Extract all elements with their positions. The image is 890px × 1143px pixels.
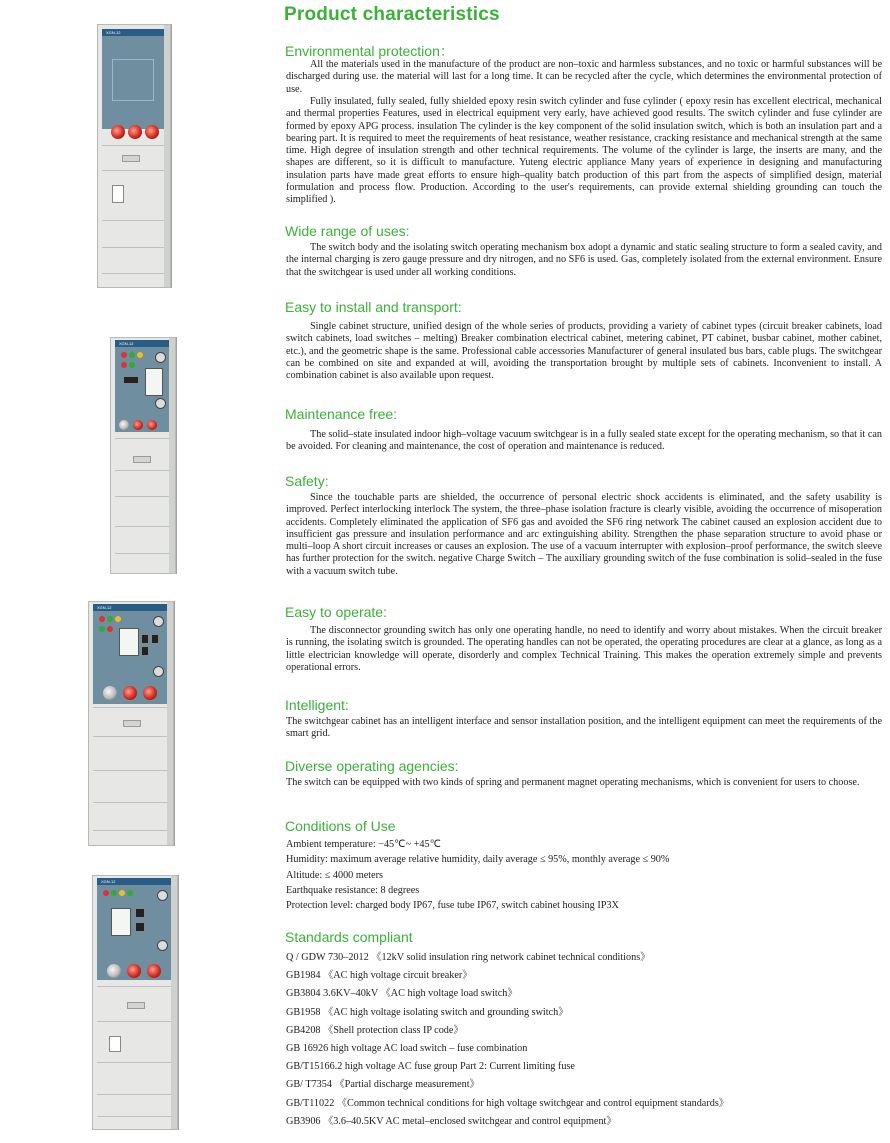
list-item: GB4208 《Shell protection class IP code》 bbox=[286, 1024, 464, 1036]
list-item: Ambient temperature: −45℃~ +45℃ bbox=[286, 839, 442, 850]
heading-wide-range-of-uses: Wide range of uses: bbox=[285, 223, 410, 239]
list-item: GB1958 《AC high voltage isolating switch and grounding switch》 bbox=[286, 1006, 569, 1018]
list-item: Q / GDW 730–2012 《12kV solid insulation ring network cabinet technical conditions》 bbox=[286, 952, 651, 963]
heading-maintenance-free: Maintenance free: bbox=[285, 406, 398, 422]
heading-intelligent: Intelligent: bbox=[285, 697, 349, 713]
conditions-list bbox=[286, 837, 882, 913]
list-item: GB1984 《AC high voltage circuit breaker》 bbox=[286, 970, 473, 982]
paragraph-environmental-1: All the materials used in the manufacture of the product are non–toxic and harmless substances, and no toxic or harmful substances will be discharged during use. the material will last for a long time. It can be recycled after the cycle, which determines the environmental protection of use. bbox=[286, 59, 882, 95]
cabinet-label: XGN-12 bbox=[106, 30, 121, 35]
standards-list bbox=[286, 949, 882, 1131]
list-item: GB 16926 high voltage AC load switch – fuse combination bbox=[286, 1042, 528, 1054]
heading-diverse-operating-agencies: Diverse operating agencies: bbox=[285, 758, 459, 774]
list-item: Humidity: maximum average relative humidity, daily average ≤ 95%, monthly average ≤ 90% bbox=[286, 854, 670, 866]
list-item: Protection level: charged body IP67, fuse tube IP67, switch cabinet housing IP3X bbox=[286, 900, 619, 912]
list-item: GB/ T7354 《Partial discharge measurement》 bbox=[286, 1079, 480, 1091]
cabinet-label: XGN-12 bbox=[119, 341, 134, 346]
switchgear-cabinet-photo-4 bbox=[92, 875, 178, 1130]
heading-environmental-protection: Environmental protection： bbox=[285, 43, 454, 59]
list-item: GB3906 《3.6–40.5KV AC metal–enclosed switchgear and control equipment》 bbox=[286, 1115, 617, 1127]
switchgear-cabinet-photo-1 bbox=[97, 24, 171, 288]
cabinet-label: XGN-12 bbox=[101, 879, 116, 884]
paragraph-easy-install: Single cabinet structure, unified design of the whole series of products, providing a variety of cabinet types (circuit breaker cabinets, load switch cabinets, load switches – melting) Breaker combination electrical cabinet, metering cabinet, PT cabinet, busbar cabinet, mother cabinet, etc.), and the geometric shape is the same. Professional cable accessories Manufacturer of general insulated bus bars, cable plugs. The switchgear can be combined on site and expanded at will, avoiding the transportation brought by multiple sets of cabinets. Inconvenient to install. A combination cabinet is also available upon request. bbox=[286, 321, 882, 382]
heading-easy-install: Easy to install and transport: bbox=[285, 299, 462, 315]
cabinet-label: XGN-12 bbox=[97, 605, 112, 610]
heading-easy-to-operate: Easy to operate: bbox=[285, 604, 387, 620]
paragraph-wide-range: The switch body and the isolating switch operating mechanism box adopt a dynamic and static sealing structure to form a sealed cavity, and the internal charging is zero gauge pressure and dry nitrogen, and no SF6 is used. Gas, completely isolated from the external environment. Ensure that the switchgear is used under all working conditions. bbox=[286, 242, 882, 278]
paragraph-safety: Since the touchable parts are shielded, the occurrence of personal electric shock accidents is eliminated, and the safety usability is improved. Perfect interlocking interlock The system, the three–phase isolation fracture is clearly visible, avoiding the occurrence of misoperation accidents. Completely eliminated the application of SF6 gas and avoided the SF6 ring network The cabinet caused an explosion accident due to insufficient gas pressure and insulation performance and arc extinguishing ability. Strengthen the phase separation structure to avoid phase or multi–loop A short circuit increases or causes an explosion. The use of a vacuum interrupter with explosion–proof performance, the switch sleeve has further protection for the switch. negative Charge Switch – The auxiliary grounding switch of the fuse combination is solid–sealed in the fuse with a vacuum switch tube. bbox=[286, 492, 882, 577]
page-title: Product characteristics bbox=[284, 4, 500, 25]
switchgear-cabinet-photo-3 bbox=[88, 601, 174, 846]
paragraph-diverse-operating-agencies: The switch can be equipped with two kinds of spring and permanent magnet operating mechanisms, which is convenient for users to choose. bbox=[286, 777, 860, 788]
list-item: Earthquake resistance: 8 degrees bbox=[286, 884, 420, 896]
list-item: GB3804 3.6KV–40kV 《AC high voltage load switch》 bbox=[286, 988, 518, 1000]
paragraph-easy-to-operate: The disconnector grounding switch has only one operating handle, no need to identify and worry about mistakes. When the circuit breaker is running, the isolating switch is grounded. The operating handles can not be operated, the operating procedures are clear at a glance, as long as a little electrician knowledge will operate, disorderly and complex Technical Training. This makes the operation extremely simple and prevents operational errors. bbox=[286, 625, 882, 673]
switchgear-cabinet-photo-2 bbox=[110, 337, 176, 574]
paragraph-intelligent: The switchgear cabinet has an intelligent interface and sensor installation position, and the intelligent equipment can meet the requirements of the smart grid. bbox=[286, 716, 882, 740]
list-item: GB/T15166.2 high voltage AC fuse group Part 2: Current limiting fuse bbox=[286, 1061, 575, 1073]
list-item: Altitude: ≤ 4000 meters bbox=[286, 869, 383, 881]
list-item: GB/T11022 《Common technical conditions for high voltage switchgear and control equipment standards》 bbox=[286, 1097, 729, 1109]
product-photo-column bbox=[0, 0, 270, 1143]
paragraph-environmental-2: Fully insulated, fully sealed, fully shielded epoxy resin switch cylinder and fuse cylinder ( epoxy resin has excellent electrical, mechanical and thermal properties Features, used in electrical equipment very early, have achieved good results. The switch cylinder and fuse cylinder are formed by epoxy APG process. insulation The cylinder is the key component of the solid insulation switch, which is both an insulation part and a bearing part. It is required to meet the requirements of heat resistance, weather resistance, cracking resistance and mechanical strength at the same time. High degree of insulation strength and other technical requirements. The volume of the cylinder is large, the inserts are many, and the shapes are different, so it is difficult to manufacture. Yuteng electric appliance Many years of experience in designing and manufacturing insulation parts have made great efforts to ensure high–quality batch production of this part from the aspects of simplified design, material formulation and process flow. Production. According to the user's requirements, can provide external shielding grounding can touch the simplified ). bbox=[286, 96, 882, 206]
paragraph-maintenance-free: The solid–state insulated indoor high–voltage vacuum switchgear is in a fully sealed state except for the operating mechanism, so that it can be avoided. For cleaning and maintenance, the cost of operation and maintenance is reduced. bbox=[286, 429, 882, 453]
heading-conditions-of-use: Conditions of Use bbox=[285, 818, 396, 834]
heading-safety: Safety: bbox=[285, 473, 329, 489]
heading-standards-compliant: Standards compliant bbox=[285, 929, 413, 945]
